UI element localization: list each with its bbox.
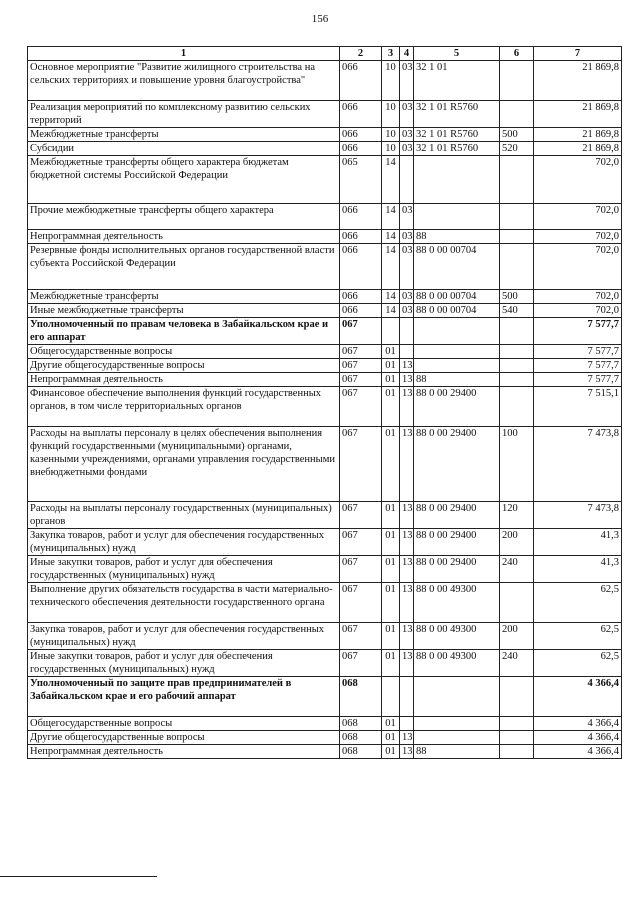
row-ved: 068 [340,731,382,745]
row-csr: 88 0 00 00704 [414,244,500,290]
row-csr: 88 0 00 49300 [414,623,500,650]
row-pr: 03 [400,204,414,230]
row-csr: 88 0 00 00704 [414,304,500,318]
row-name: Общегосударственные вопросы [28,717,340,731]
row-ved: 067 [340,623,382,650]
row-rz: 10 [382,101,400,128]
row-pr [400,677,414,717]
row-rz: 14 [382,156,400,204]
row-vr [500,345,534,359]
row-ved: 067 [340,345,382,359]
table-row [28,556,622,583]
table-row [28,318,622,345]
row-sum: 7 577,7 [534,373,622,387]
row-sum: 4 366,4 [534,677,622,717]
row-csr [414,345,500,359]
row-csr: 88 0 00 29400 [414,427,500,502]
row-vr [500,387,534,427]
row-csr: 32 1 01 R5760 [414,128,500,142]
row-name: Непрограммная деятельность [28,373,340,387]
row-csr [414,677,500,717]
row-sum: 62,5 [534,583,622,623]
row-sum: 702,0 [534,156,622,204]
row-vr [500,318,534,345]
row-pr: 13 [400,529,414,556]
row-rz: 01 [382,373,400,387]
row-name: Финансовое обеспечение выполнения функций государственных органов, в том числе территориальных органов [28,387,340,427]
row-vr: 200 [500,529,534,556]
row-ved: 067 [340,373,382,387]
row-vr [500,359,534,373]
table-row [28,244,622,290]
row-csr: 88 0 00 29400 [414,387,500,427]
col-header-name: 1 [28,47,340,61]
row-rz: 01 [382,745,400,759]
row-rz: 01 [382,427,400,502]
row-ved: 066 [340,101,382,128]
row-pr: 13 [400,502,414,529]
row-sum: 7 577,7 [534,318,622,345]
row-ved: 067 [340,583,382,623]
row-ved: 066 [340,230,382,244]
row-ved: 068 [340,745,382,759]
row-rz [382,318,400,345]
row-pr [400,318,414,345]
row-pr: 03 [400,142,414,156]
row-name: Уполномоченный по правам человека в Забайкальском крае и его аппарат [28,318,340,345]
col-header-sum: 7 [534,47,622,61]
row-sum: 702,0 [534,204,622,230]
row-ved: 066 [340,142,382,156]
row-csr: 32 1 01 R5760 [414,142,500,156]
row-name: Расходы на выплаты персоналу в целях обеспечения выполнения функций государственными (муниципальными) органами, казенными учреждениями, органами управления государственными внебюджетными фондами [28,427,340,502]
row-pr: 13 [400,623,414,650]
table-row [28,427,622,502]
row-pr: 13 [400,373,414,387]
row-pr: 13 [400,359,414,373]
row-vr: 500 [500,290,534,304]
row-ved: 066 [340,128,382,142]
row-rz: 10 [382,128,400,142]
row-ved: 065 [340,156,382,204]
row-ved: 067 [340,502,382,529]
row-name: Иные закупки товаров, работ и услуг для обеспечения государственных (муниципальных) нужд [28,556,340,583]
row-name: Выполнение других обязательств государства в части материально-технического обеспечения деятельности государственного органа [28,583,340,623]
row-rz: 14 [382,230,400,244]
col-header-rz: 3 [382,47,400,61]
row-pr [400,156,414,204]
row-sum: 7 473,8 [534,502,622,529]
table-row [28,142,622,156]
row-ved: 067 [340,359,382,373]
table-row [28,128,622,142]
footnote-divider [0,876,157,877]
row-sum: 41,3 [534,556,622,583]
row-csr [414,717,500,731]
row-name: Непрограммная деятельность [28,745,340,759]
row-vr [500,717,534,731]
row-ved: 066 [340,204,382,230]
row-pr: 13 [400,556,414,583]
row-pr: 03 [400,101,414,128]
row-rz: 14 [382,204,400,230]
row-pr: 13 [400,731,414,745]
row-rz: 10 [382,61,400,101]
table-row [28,717,622,731]
row-sum: 4 366,4 [534,731,622,745]
row-pr [400,345,414,359]
row-sum: 41,3 [534,529,622,556]
row-sum: 62,5 [534,623,622,650]
row-vr [500,677,534,717]
row-vr [500,156,534,204]
budget-table-body [28,61,622,759]
row-rz: 01 [382,387,400,427]
row-csr [414,359,500,373]
row-ved: 066 [340,244,382,290]
col-header-csr: 5 [414,47,500,61]
row-name: Основное мероприятие "Развитие жилищного строительства на сельских территориях и повышение уровня благоустройства" [28,61,340,101]
row-sum: 702,0 [534,304,622,318]
row-csr: 88 0 00 00704 [414,290,500,304]
row-sum: 21 869,8 [534,61,622,101]
row-ved: 067 [340,556,382,583]
row-pr: 13 [400,427,414,502]
row-sum: 4 366,4 [534,745,622,759]
table-row [28,583,622,623]
row-vr: 240 [500,650,534,677]
row-vr: 520 [500,142,534,156]
col-header-vr: 6 [500,47,534,61]
table-row [28,204,622,230]
row-ved: 067 [340,318,382,345]
row-sum: 62,5 [534,650,622,677]
table-row [28,304,622,318]
row-name: Прочие межбюджетные трансферты общего характера [28,204,340,230]
row-csr: 88 [414,373,500,387]
row-pr: 13 [400,650,414,677]
row-vr: 200 [500,623,534,650]
row-vr [500,731,534,745]
row-csr: 88 0 00 29400 [414,556,500,583]
row-sum: 7 577,7 [534,359,622,373]
row-csr [414,731,500,745]
row-sum: 4 366,4 [534,717,622,731]
row-pr [400,717,414,731]
row-vr [500,101,534,128]
row-vr: 540 [500,304,534,318]
row-rz: 14 [382,304,400,318]
row-pr: 03 [400,128,414,142]
col-header-ved: 2 [340,47,382,61]
row-rz: 01 [382,623,400,650]
table-row [28,387,622,427]
row-name: Другие общегосударственные вопросы [28,359,340,373]
row-rz: 14 [382,244,400,290]
row-csr: 88 0 00 49300 [414,650,500,677]
row-pr: 13 [400,387,414,427]
budget-table [27,46,622,759]
row-sum: 702,0 [534,244,622,290]
row-vr: 240 [500,556,534,583]
row-name: Расходы на выплаты персоналу государственных (муниципальных) органов [28,502,340,529]
table-row [28,156,622,204]
table-row [28,230,622,244]
row-name: Закупка товаров, работ и услуг для обеспечения государственных (муниципальных) нужд [28,529,340,556]
row-sum: 21 869,8 [534,128,622,142]
table-row [28,359,622,373]
row-name: Межбюджетные трансферты общего характера бюджетам бюджетной системы Российской Федерации [28,156,340,204]
row-csr: 88 0 00 29400 [414,529,500,556]
row-csr: 32 1 01 R5760 [414,101,500,128]
row-sum: 21 869,8 [534,142,622,156]
row-rz: 01 [382,650,400,677]
row-rz: 01 [382,731,400,745]
row-name: Межбюджетные трансферты [28,290,340,304]
row-pr: 03 [400,244,414,290]
row-pr: 03 [400,61,414,101]
row-pr: 13 [400,745,414,759]
table-row [28,677,622,717]
row-name: Общегосударственные вопросы [28,345,340,359]
row-csr: 32 1 01 [414,61,500,101]
row-name: Другие общегосударственные вопросы [28,731,340,745]
row-csr [414,204,500,230]
row-rz: 14 [382,290,400,304]
row-csr: 88 [414,230,500,244]
row-name: Реализация мероприятий по комплексному развитию сельских территорий [28,101,340,128]
table-row [28,290,622,304]
page-number: 156 [311,13,329,25]
row-name: Закупка товаров, работ и услуг для обеспечения государственных (муниципальных) нужд [28,623,340,650]
row-vr: 120 [500,502,534,529]
row-rz: 01 [382,556,400,583]
row-ved: 066 [340,290,382,304]
row-rz: 01 [382,529,400,556]
row-ved: 066 [340,304,382,318]
table-row [28,529,622,556]
row-ved: 066 [340,61,382,101]
row-ved: 068 [340,717,382,731]
row-pr: 03 [400,230,414,244]
row-name: Межбюджетные трансферты [28,128,340,142]
row-name: Иные межбюджетные трансферты [28,304,340,318]
row-vr: 500 [500,128,534,142]
row-ved: 067 [340,427,382,502]
table-row [28,502,622,529]
col-header-pr: 4 [400,47,414,61]
row-vr [500,61,534,101]
table-row [28,373,622,387]
row-rz [382,677,400,717]
row-vr [500,583,534,623]
row-vr [500,745,534,759]
row-sum: 7 577,7 [534,345,622,359]
row-vr [500,373,534,387]
row-csr: 88 0 00 29400 [414,502,500,529]
row-ved: 067 [340,529,382,556]
header-row [28,47,622,61]
table-row [28,101,622,128]
row-name: Резервные фонды исполнительных органов государственной власти субъекта Российской Федерации [28,244,340,290]
row-sum: 7 515,1 [534,387,622,427]
row-name: Непрограммная деятельность [28,230,340,244]
row-pr: 03 [400,304,414,318]
row-ved: 068 [340,677,382,717]
row-csr [414,156,500,204]
row-name: Субсидии [28,142,340,156]
row-sum: 7 473,8 [534,427,622,502]
row-rz: 01 [382,345,400,359]
table-row [28,623,622,650]
row-name: Уполномоченный по защите прав предпринимателей в Забайкальском крае и его рабочий аппарат [28,677,340,717]
row-pr: 13 [400,583,414,623]
row-rz: 01 [382,502,400,529]
table-row [28,61,622,101]
table-row [28,745,622,759]
row-pr: 03 [400,290,414,304]
row-vr [500,244,534,290]
row-rz: 01 [382,717,400,731]
row-ved: 067 [340,387,382,427]
table-row [28,731,622,745]
row-name: Иные закупки товаров, работ и услуг для обеспечения государственных (муниципальных) нужд [28,650,340,677]
row-csr: 88 0 00 49300 [414,583,500,623]
row-csr [414,318,500,345]
row-rz: 10 [382,142,400,156]
row-rz: 01 [382,583,400,623]
row-sum: 21 869,8 [534,101,622,128]
row-vr [500,230,534,244]
row-sum: 702,0 [534,290,622,304]
row-sum: 702,0 [534,230,622,244]
row-csr: 88 [414,745,500,759]
table-row [28,650,622,677]
row-vr: 100 [500,427,534,502]
row-rz: 01 [382,359,400,373]
table-row [28,345,622,359]
row-vr [500,204,534,230]
row-ved: 067 [340,650,382,677]
